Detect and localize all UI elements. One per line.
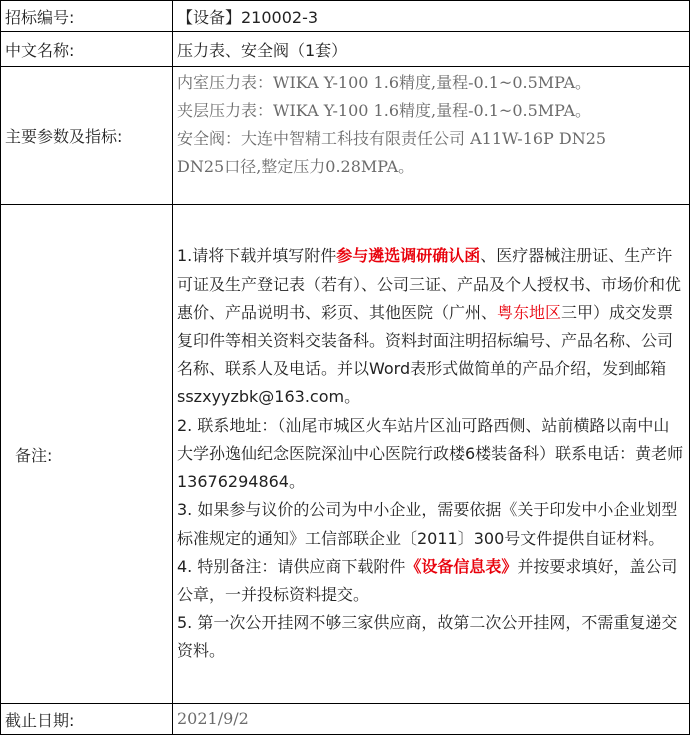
- chinese-name-value: 压力表、安全阀（1套）: [173, 32, 690, 67]
- note-item-5: 5. 第一次公开挂网不够三家供应商，故第二次公开挂网，不需重复递交资料。: [177, 613, 678, 661]
- param-line: DN25口径,整定压力0.28MPA。: [177, 157, 415, 176]
- row-notes: [1, 205, 690, 704]
- attachment-confirmation-letter: 参与遴选调研确认函: [336, 246, 481, 266]
- main-params-value: [173, 67, 690, 205]
- region-highlight: 粤东地区: [497, 302, 562, 322]
- note-1-text: 1.请将下载并填写附件: [177, 246, 337, 266]
- note-item-2: 2. 联系地址：（汕尾市城区火车站片区汕可路西侧、站前横路以南中山大学孙逸仙纪念医院深汕中心医院行政楼6楼装备科）联系电话：黄老师13676294864。: [177, 415, 684, 492]
- note-1-text-end: 三甲）成交发票复印件等相关资料交装备科。资料封面注明招标编号、产品名称、公司名称、联系人及电话。并以Word表形式做简单的产品介绍，发到邮箱sszxyyzbk@163.com。: [177, 302, 674, 407]
- bid-number-label: 招标编号:: [1, 1, 173, 32]
- notes-content: [173, 205, 690, 704]
- chinese-name-label: 中文名称:: [1, 32, 173, 67]
- bid-number-value: 【设备】210002-3: [173, 1, 690, 32]
- row-bid-number: [1, 1, 690, 32]
- note-4-text-end: 并按要求填好，盖公司公章，一并投标资料提交。: [177, 556, 678, 604]
- note-1-text-cont: 、医疗器械注册证、生产许可证及生产登记表（若有）、公司三证、产品及个人授权书、市场价和优惠价、产品说明书、彩页、其他医院（广州、: [177, 246, 682, 322]
- param-line: 安全阀：大连中智精工科技有限责任公司 A11W-16P DN25: [177, 129, 607, 148]
- note-item-4: [177, 553, 685, 609]
- row-deadline: [1, 704, 690, 735]
- row-main-params: [1, 67, 690, 205]
- note-4-text: 4. 特别备注：请供应商下载附件: [177, 556, 406, 576]
- deadline-label: 截止日期:: [1, 704, 173, 735]
- param-line: 夹层压力表：WIKA Y-100 1.6精度,量程-0.1~0.5MPA。: [177, 101, 592, 120]
- main-params-label: 主要参数及指标:: [1, 67, 173, 205]
- note-item-1: [177, 242, 685, 411]
- notes-label: 备注:: [1, 205, 173, 704]
- deadline-value: 2021/9/2: [173, 704, 690, 735]
- note-item-3: 3. 如果参与议价的公司为中小企业，需要依据《关于印发中小企业划型标准规定的通知》工信部联企业〔2011〕300号文件提供自证材料。: [177, 500, 678, 548]
- row-chinese-name: [1, 32, 690, 67]
- param-line: 内室压力表：WIKA Y-100 1.6精度,量程-0.1~0.5MPA。: [177, 73, 592, 92]
- attachment-equipment-info: 《设备信息表》: [405, 556, 518, 576]
